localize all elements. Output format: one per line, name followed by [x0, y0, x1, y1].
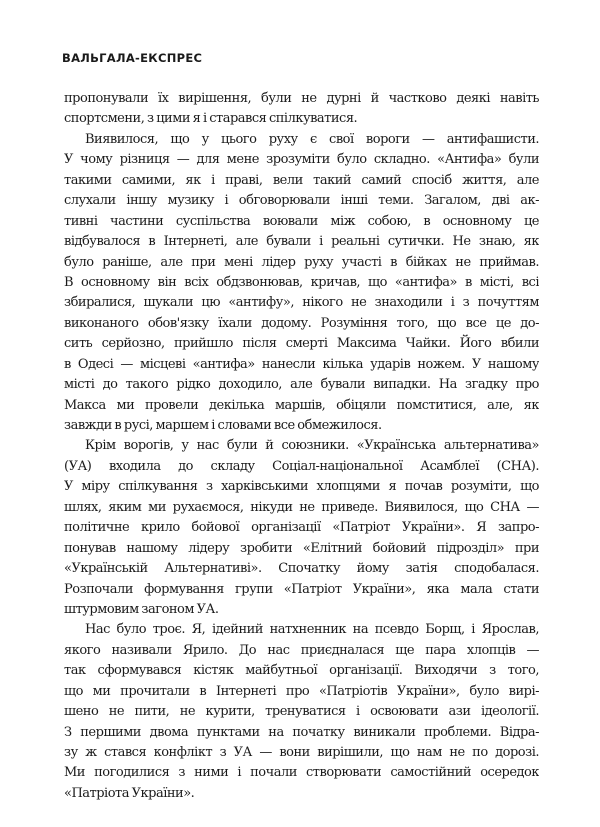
text-line: тивні частини суспільства воювали між собою, в основному це	[64, 213, 539, 229]
text-line: понував нашому лідеру зробити «Елітний бойовий підрозділ» при	[64, 540, 539, 556]
text-line: Розпочали формування групи «Патріот України», яка мала стати	[64, 581, 539, 597]
text-line: У чому різниця — для мене зрозуміти було складно. «Антифа» були	[64, 152, 539, 168]
paragraph	[64, 89, 539, 130]
text-line: політичне крило бойової організації «Патріот України». Я запро-	[64, 520, 539, 536]
text-line: якого називали Ярило. До нас приєдналася ще пара хлопців —	[64, 642, 539, 658]
text-line: сить серйозно, прийшло після смерті Максима Чайки. Його вбили	[64, 336, 539, 352]
text-line: зу ж стався конфлікт з УА — вони вирішили, що нам не по дорозі.	[64, 745, 539, 760]
text-line: слухали іншу музику і обговорювали інші теми. Загалом, дві ак-	[64, 193, 539, 209]
paragraph	[64, 130, 539, 437]
text-line: шено не пити, не курити, тренуватися і освоювати ази ідеології.	[64, 704, 539, 720]
text-line: Виявилося, що у цього руху є свої вороги — антифашисти.	[85, 131, 539, 147]
text-line: Макса ми провели декілька маршів, обіцяли помститися, але, як	[64, 397, 539, 413]
text-line: завжди в русі, маршем і словами все обмежилося.	[64, 418, 382, 433]
text-line: штурмовим загоном УА.	[64, 601, 219, 617]
text-line: «Патріота України».	[64, 785, 195, 801]
text-line: так сформувався кістяк майбутньої організації. Виходячи з того,	[64, 663, 539, 679]
running-head: ВАЛЬГАЛА-ЕКСПРЕС	[62, 51, 203, 65]
text-line: збиралися, шукали цю «антифу», нікого не знаходили і з почуттям	[64, 295, 539, 311]
text-line: відбувалося в Інтернеті, але бували і реальні сутички. Не знаю, як	[64, 234, 539, 250]
text-line: спортсмени, з цими я і старався спілкуватися.	[64, 111, 358, 127]
text-line: Нас було троє. Я, ідейний натхненник на псевдо Борщ, і Ярослав,	[85, 622, 539, 638]
text-line: такими самими, як і праві, вели такий самий спосіб життя, але	[64, 172, 539, 188]
text-line: в Одесі — місцеві «антифа» нанесли кілька ударів ножем. У нашому	[64, 356, 539, 372]
paragraph	[64, 436, 539, 620]
text-line: (УА) входила до складу Соціал-національної Асамблеї (СНА).	[64, 458, 539, 474]
text-line: пропонували їх вирішення, були не дурні й частково деякі навіть	[64, 91, 539, 106]
text-line: В основному він всіх обдзвонював, кричав, що «антифа» в місті, всі	[64, 274, 539, 290]
text-line: що ми прочитали в Інтернеті про «Патріотів України», було вирі-	[64, 683, 539, 699]
paragraph	[64, 620, 539, 804]
text-line: місті до такого рідко доходило, але бували випадки. На згадку про	[64, 377, 539, 393]
text-line: Ми погодилися з ними і почали створювати самостійний осередок	[64, 765, 539, 781]
text-line: У міру спілкування з харківськими хлопцями я почав розуміти, що	[64, 479, 539, 495]
text-line: Крім ворогів, у нас були й союзники. «Українська альтернатива»	[85, 438, 539, 454]
text-line: З першими двома пунктами на початку виникали проблеми. Відра-	[64, 724, 539, 740]
body-text	[64, 89, 539, 804]
text-line: шлях, яким ми рухаємося, нікуди не приведе. Виявилося, що СНА —	[64, 499, 539, 515]
text-line: виконаного обов'язку їхали додому. Розуміння того, що все це до-	[64, 315, 539, 331]
text-line: було раніше, але при мені лідер руху участі в бійках не приймав.	[64, 254, 539, 270]
text-line: «Українській Альтернативі». Спочатку йому затія сподобалася.	[64, 561, 539, 577]
